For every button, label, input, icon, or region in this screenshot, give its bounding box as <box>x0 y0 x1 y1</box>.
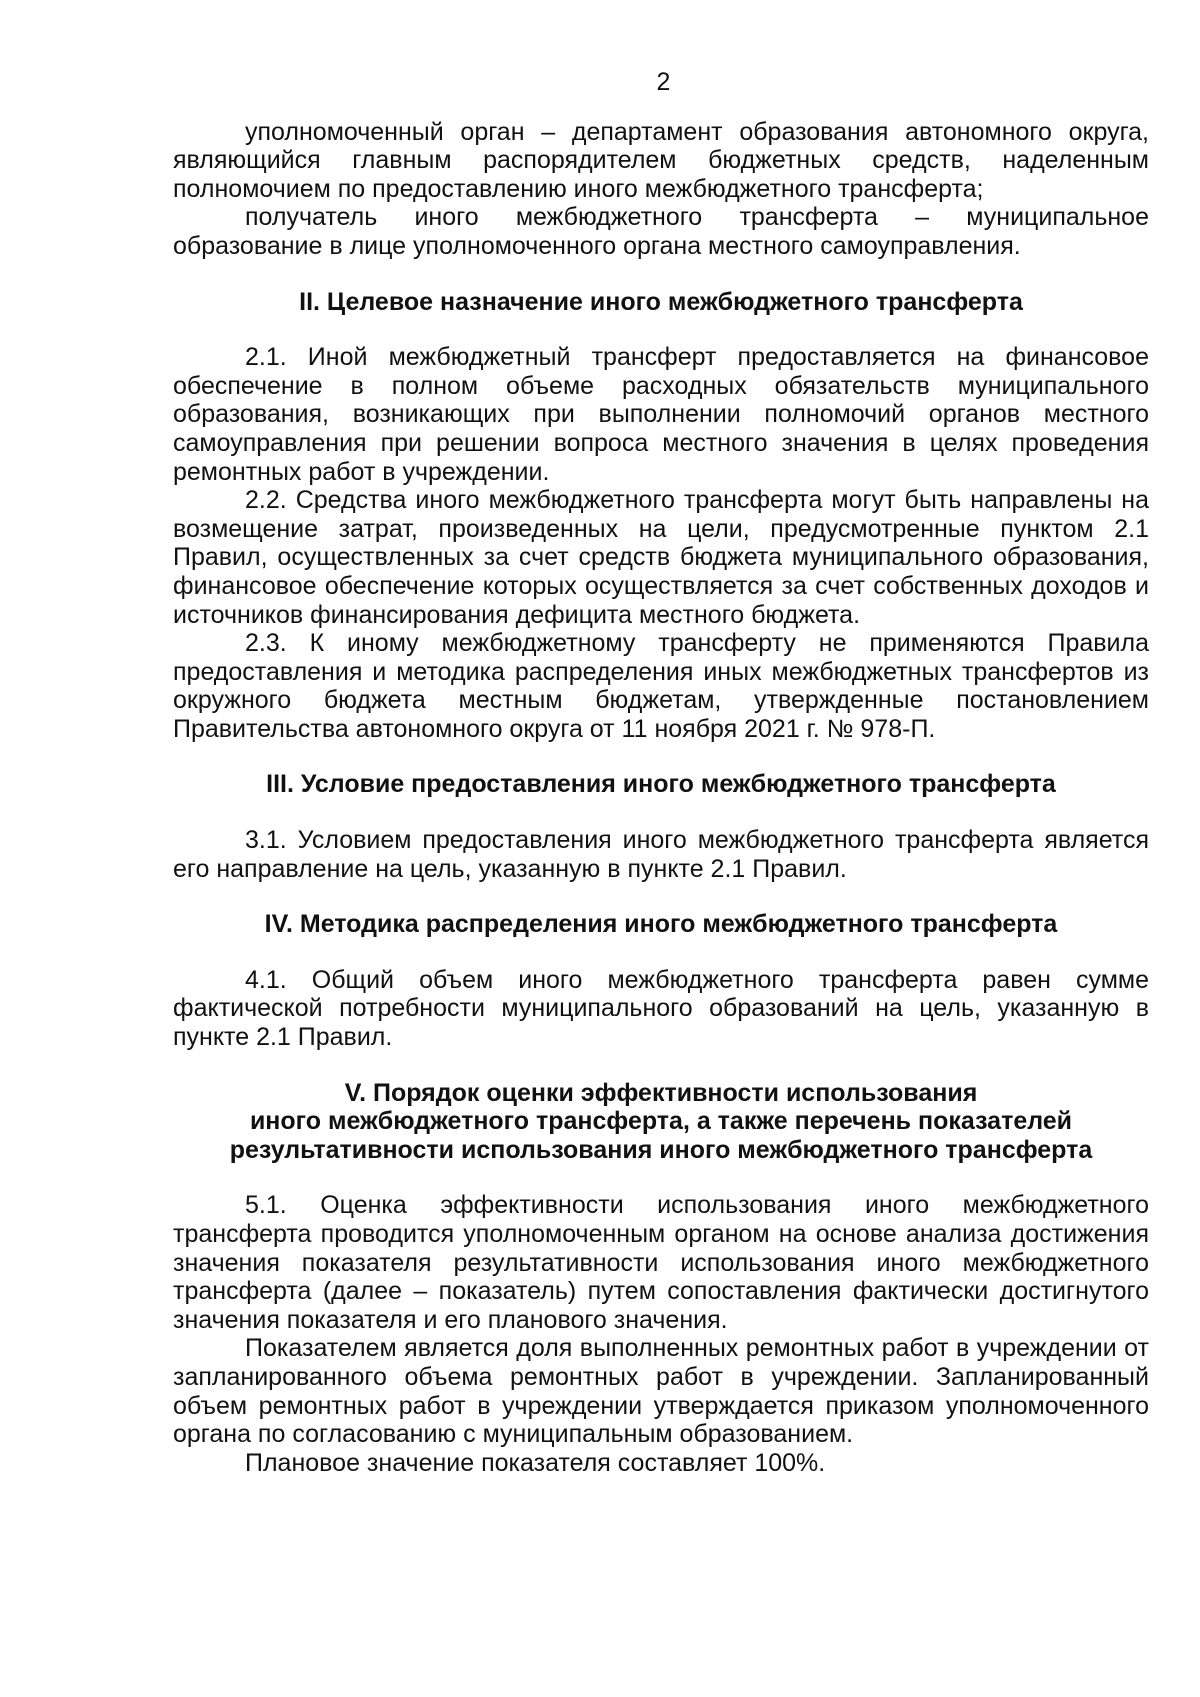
paragraph-5-1: 5.1. Оценка эффективности использования иного межбюджетного трансферта проводится уполномоченным органом на основе анализа достижения значения показателя результативности использования иного межбюджетного трансферта (далее – показатель) путем сопоставления фактически достигнутого значения показателя и его планового значения. <box>173 1191 1149 1334</box>
section-2-heading: II. Целевое назначение иного межбюджетного трансферта <box>299 287 1023 316</box>
section-5-heading-line-2: иного межбюджетного трансферта, а также перечень показателей <box>249 1107 1073 1136</box>
intro-paragraph-authorized-body: уполномоченный орган – департамент образования автономного округа, являющийся главным распорядителем бюджетных средств, наделенным полномочием по предоставлению иного межбюджетного трансферта; <box>173 117 1149 203</box>
section-5-heading <box>173 1079 1149 1165</box>
paragraph-2-2: 2.2. Средства иного межбюджетного трансферта могут быть направлены на возмещение затрат, произведенных на цели, предусмотренные пунктом 2.1 Правил, осуществленных за счет средств бюджета муниципального образования, финансовое обеспечение которых осуществляется за счет собственных доходов и источников финансирования дефицита местного бюджета. <box>173 486 1149 629</box>
document-page <box>173 68 1149 1477</box>
section-4-heading: IV. Методика распределения иного межбюджетного трансферта <box>264 910 1058 939</box>
paragraph-indicator-definition: Показателем является доля выполненных ремонтных работ в учреждении от запланированного объема ремонтных работ в учреждении. Запланированный объем ремонтных работ в учреждении утверждается приказом уполномоченного органа по согласованию с муниципальным образованием. <box>173 1334 1149 1449</box>
paragraph-3-1: 3.1. Условием предоставления иного межбюджетного трансферта является его направление на цель, указанную в пункте 2.1 Правил. <box>173 826 1149 883</box>
paragraph-4-1: 4.1. Общий объем иного межбюджетного трансферта равен сумме фактической потребности муниципального образований на цель, указанную в пункте 2.1 Правил. <box>173 965 1149 1052</box>
section-5-heading-line-3: результативности использования иного межбюджетного трансферта <box>229 1135 1093 1164</box>
paragraph-2-3: 2.3. К иному межбюджетному трансферту не применяются Правила предоставления и методика распределения иных межбюджетных трансфертов из окружного бюджета местным бюджетам, утвержденные постановлением Правительства автономного округа от 11 ноября 2021 г. № 978-П. <box>173 629 1149 743</box>
paragraph-planned-value: Плановое значение показателя составляет 100%. <box>245 1448 826 1477</box>
page-number: 2 <box>656 68 671 96</box>
section-5-heading-line-1: V. Порядок оценки эффективности использования <box>344 1078 978 1107</box>
paragraph-2-1: 2.1. Иной межбюджетный трансферт предоставляется на финансовое обеспечение в полном объеме расходных обязательств муниципального образования, возникающих при выполнении полномочий органов местного самоуправления при решении вопроса местного значения в целях проведения ремонтных работ в учреждении. <box>173 343 1149 486</box>
section-3-heading: III. Условие предоставления иного межбюджетного трансферта <box>266 770 1056 799</box>
intro-paragraph-recipient: получатель иного межбюджетного трансферта – муниципальное образование в лице уполномоченного органа местного самоуправления. <box>173 203 1149 260</box>
